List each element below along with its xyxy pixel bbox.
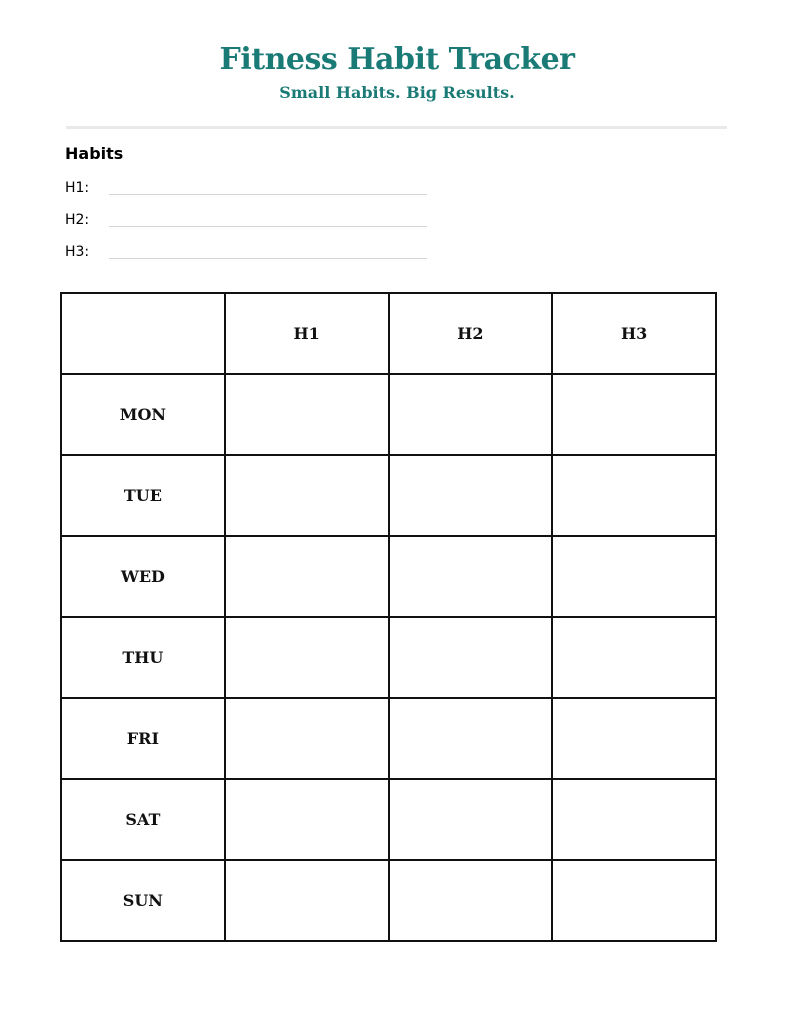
table-row bbox=[61, 536, 716, 617]
table-row bbox=[61, 779, 716, 860]
habit-row-h2 bbox=[65, 210, 430, 232]
check-cell[interactable] bbox=[389, 455, 553, 536]
check-cell[interactable] bbox=[389, 536, 553, 617]
habit-label: H3: bbox=[65, 244, 90, 260]
table-row bbox=[61, 455, 716, 536]
day-label: SUN bbox=[61, 860, 225, 941]
table-row bbox=[61, 374, 716, 455]
day-label: SAT bbox=[61, 779, 225, 860]
check-cell[interactable] bbox=[389, 779, 553, 860]
day-label: TUE bbox=[61, 455, 225, 536]
check-cell[interactable] bbox=[225, 860, 389, 941]
check-cell[interactable] bbox=[225, 374, 389, 455]
table-row bbox=[61, 698, 716, 779]
table-row bbox=[61, 617, 716, 698]
check-cell[interactable] bbox=[552, 860, 716, 941]
habit-row-h3 bbox=[65, 242, 430, 264]
column-header-h1: H1 bbox=[225, 293, 389, 374]
check-cell[interactable] bbox=[552, 779, 716, 860]
check-cell[interactable] bbox=[225, 536, 389, 617]
habit-write-line[interactable] bbox=[109, 194, 427, 195]
check-cell[interactable] bbox=[389, 374, 553, 455]
column-header-h3: H3 bbox=[552, 293, 716, 374]
check-cell[interactable] bbox=[225, 779, 389, 860]
check-cell[interactable] bbox=[552, 455, 716, 536]
table-row bbox=[61, 860, 716, 941]
habit-label: H1: bbox=[65, 180, 90, 196]
habits-heading: Habits bbox=[65, 144, 124, 163]
page-title: Fitness Habit Tracker bbox=[219, 42, 575, 77]
day-label: MON bbox=[61, 374, 225, 455]
page-subtitle: Small Habits. Big Results. bbox=[279, 83, 515, 102]
column-header-h2: H2 bbox=[389, 293, 553, 374]
header-divider bbox=[66, 126, 727, 129]
check-cell[interactable] bbox=[389, 860, 553, 941]
corner-cell bbox=[61, 293, 225, 374]
check-cell[interactable] bbox=[552, 536, 716, 617]
check-cell[interactable] bbox=[552, 617, 716, 698]
check-cell[interactable] bbox=[225, 698, 389, 779]
table-header-row bbox=[61, 293, 716, 374]
habit-label: H2: bbox=[65, 212, 90, 228]
habit-write-line[interactable] bbox=[109, 226, 427, 227]
habit-row-h1 bbox=[65, 178, 430, 200]
check-cell[interactable] bbox=[389, 617, 553, 698]
habit-tracker-table bbox=[60, 292, 717, 942]
day-label: WED bbox=[61, 536, 225, 617]
check-cell[interactable] bbox=[389, 698, 553, 779]
check-cell[interactable] bbox=[225, 455, 389, 536]
check-cell[interactable] bbox=[225, 617, 389, 698]
check-cell[interactable] bbox=[552, 698, 716, 779]
day-label: THU bbox=[61, 617, 225, 698]
day-label: FRI bbox=[61, 698, 225, 779]
check-cell[interactable] bbox=[552, 374, 716, 455]
habit-write-line[interactable] bbox=[109, 258, 427, 259]
